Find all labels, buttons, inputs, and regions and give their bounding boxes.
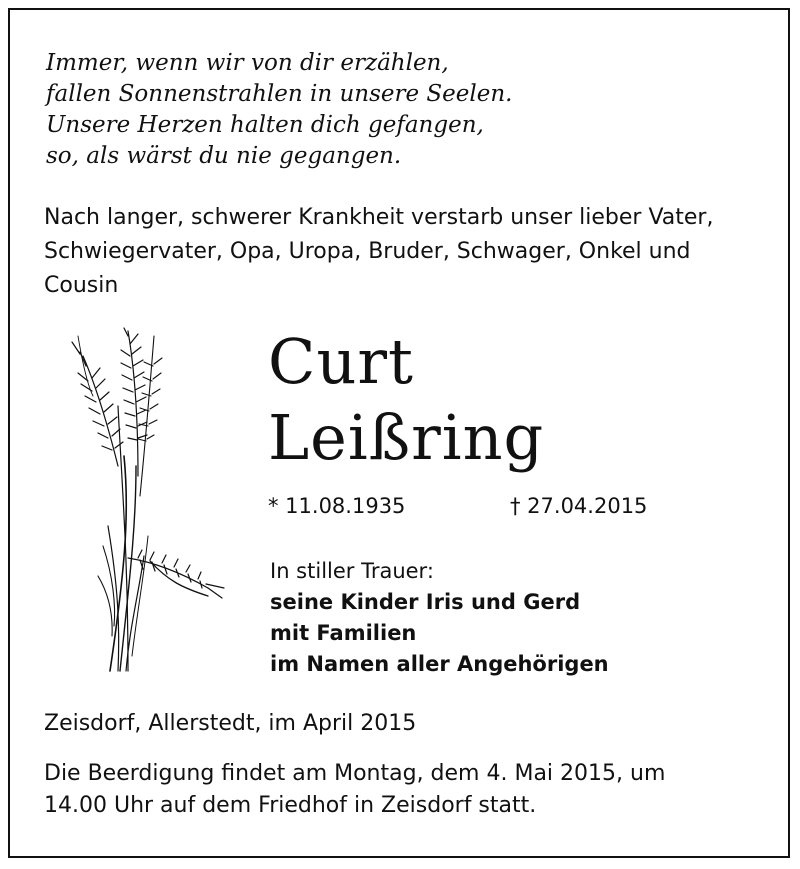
first-name: Curt — [268, 325, 414, 398]
death-announcement-text — [44, 201, 764, 303]
poem-line: so, als wärst du nie gegangen. — [46, 143, 402, 169]
funeral-line: Die Beerdigung findet am Montag, dem 4. Mai 2015, um — [44, 761, 666, 786]
intro-line: Cousin — [44, 273, 119, 298]
poem-line: Immer, wenn wir von dir erzählen, — [46, 50, 449, 76]
poem-line: fallen Sonnenstrahlen in unsere Seelen. — [46, 81, 513, 107]
mourners-line: im Namen aller Angehörigen — [270, 652, 609, 676]
death-date: † 27.04.2015 — [510, 494, 648, 518]
mourners-intro: In stiller Trauer: — [270, 559, 434, 583]
mourners-line: seine Kinder Iris und Gerd — [270, 590, 581, 614]
wheat-ears-icon — [58, 326, 228, 676]
intro-line: Nach langer, schwerer Krankheit verstarb unser lieber Vater, — [44, 205, 714, 230]
intro-line: Schwiegervater, Opa, Uropa, Bruder, Schwager, Onkel und — [44, 239, 691, 264]
birth-date: * 11.08.1935 — [268, 494, 406, 518]
mourners — [270, 556, 609, 680]
poem-line: Unsere Herzen halten dich gefangen, — [46, 112, 484, 138]
place-and-date: Zeisdorf, Allerstedt, im April 2015 — [44, 711, 417, 736]
funeral-info — [44, 758, 665, 822]
poem — [46, 48, 513, 172]
funeral-line: 14.00 Uhr auf dem Friedhof in Zeisdorf statt. — [44, 793, 537, 818]
last-name: Leißring — [268, 401, 545, 474]
deceased-name — [268, 324, 544, 476]
mourners-line: mit Familien — [270, 621, 417, 645]
